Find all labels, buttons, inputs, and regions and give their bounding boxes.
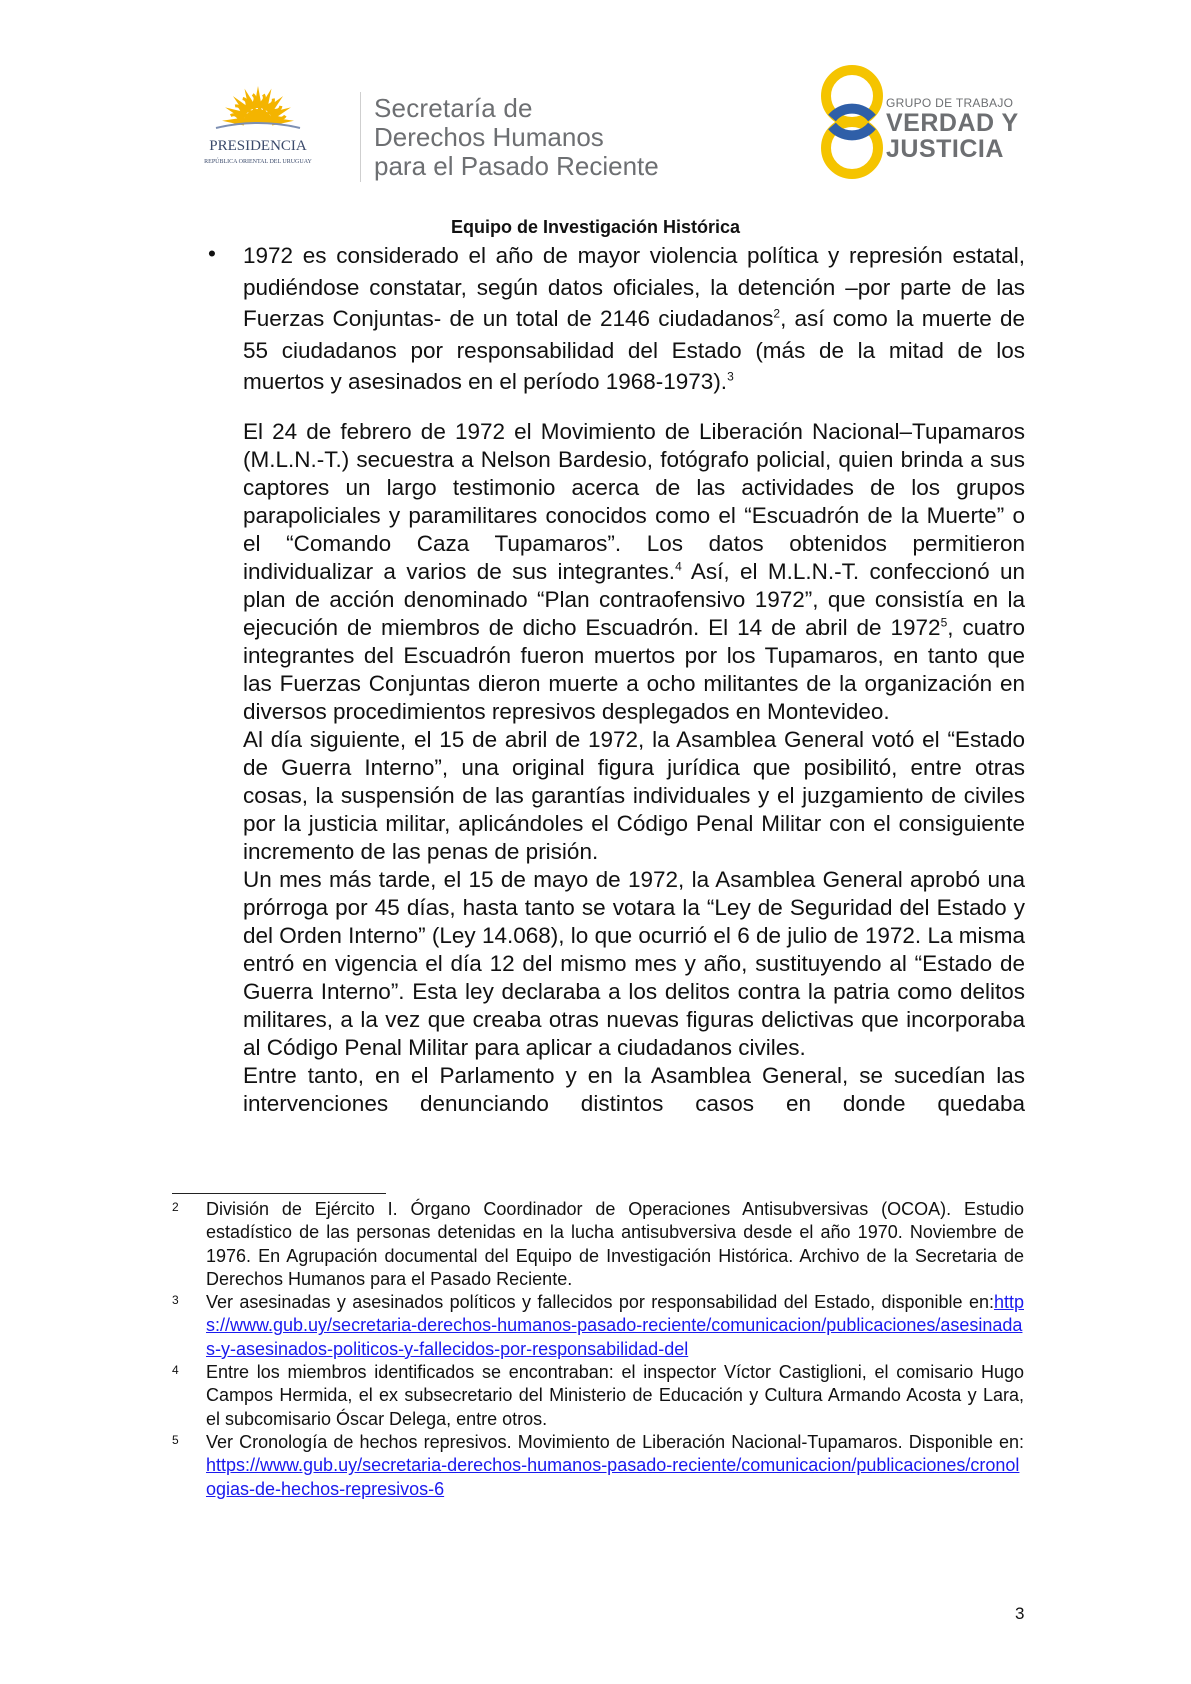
paragraph-1: El 24 de febrero de 1972 el Movimiento de Liberación Nacional–Tupamaros (M.L.N.-T.) secuestra a Nelson Bardesio, fotógrafo policial, quien brinda a sus captores un largo testimonio acerca de las actividades de los grupos parapoliciales y paramilitares conocidos como el “Escuadrón de la Muerte” o el “Comando Caza Tupamaros”. Los datos obtenidos permitieron individualizar a varios de sus integrantes.$^4$ Así, el M.L.N.-T. confeccionó un plan de acción denominado “Plan contraofensivo 1972”, que consistía en la ejecución de miembros de dicho Escuadrón. El 14 de abril de 1972$^5$, cuatro integrantes del Escuadrón fueron muertos por los Tupamaros, en tanto que las Fuerzas Conjuntas dieron muerte a ocho militantes de la organización en diversos procedimientos represivos desplegados en Montevideo. [243, 418, 1025, 724]
bullet-text: 1972 es considerado el año de mayor violencia política y represión estatal, pudiéndose constatar, según datos oficiales, la detención –por parte de las Fuerzas Conjuntas- de un total de 2146 ciudadanos$^2$, así como la muerte de 55 ciudadanos por responsabilidad del Estado (más de la mitad de los muertos y asesinados en el período 1968-1973).$^3$ [243, 243, 1026, 394]
footnote-number: 5 [172, 1432, 179, 1447]
secretaria-title [374, 94, 659, 181]
sun-emblem-icon [196, 84, 356, 194]
grupo-line-2: VERDAD Y [886, 109, 1019, 137]
footnote-text: Ver asesinadas y asesinados políticos y fallecidos por responsabilidad del Estado, disponible en: [206, 1292, 994, 1313]
footnote-5 [172, 1431, 1024, 1501]
footnote-number: 4 [172, 1363, 179, 1378]
paragraph-2: Al día siguiente, el 15 de abril de 1972, la Asamblea General votó el “Estado de Guerra Interno”, una original figura jurídica que posibilitó, entre otras cosas, la suspensión de las garantías individuales y el juzgamiento de civiles por la justicia militar, aplicándoles el Código Penal Militar con el consiguiente incremento de las penas de prisión. [243, 726, 1025, 864]
footnote-ref: 4 [675, 559, 682, 573]
grupo-line-1: GRUPO DE TRABAJO [886, 96, 1014, 110]
footnote-number: 2 [172, 1200, 179, 1214]
footnote-link[interactable]: https://www.gub.uy/secretaria-derechos-humanos-pasado-reciente/comunicacion/publicaciones/cronologias-de-hechos-represivos-6 [206, 1455, 1020, 1499]
footnote-text: División de Ejército I. Órgano Coordinador de Operaciones Antisubversivas (OCOA). Estudio estadístico de las personas detenidas en la lucha antisubversiva desde el año 1970. Noviembre de 1976. En Agrupación documental del Equipo de Investigación Histórica. Archivo de la Secretaria de Derechos Humanos para el Pasado Reciente. [206, 1199, 1024, 1289]
bullet-marker: • [208, 241, 216, 266]
secretaria-line-3: para el Pasado Reciente [374, 151, 659, 181]
header-divider [360, 92, 361, 182]
footnote-ref: 2 [773, 306, 781, 321]
footnote-2 [172, 1198, 1024, 1291]
bullet-paragraph [208, 240, 1026, 398]
main-body [208, 240, 1026, 1118]
grupo-line-3: JUSTICIA [886, 135, 1004, 163]
page-number: 3 [1015, 1604, 1025, 1623]
footnote-3 [172, 1291, 1024, 1361]
footnote-link[interactable]: https://www.gub.uy/secretaria-derechos-humanos-pasado-reciente/comunicacion/publicaciones/asesinadas-y-asesinados-politicos-y-fallecidos-por-responsabilidad-del [206, 1292, 1024, 1359]
presidencia-logo [196, 84, 356, 194]
footnote-text: Entre los miembros identificados se encontraban: el inspector Víctor Castiglioni, el comisario Hugo Campos Hermida, el ex subsecretario del Ministerio de Educación y Cultura Armando Acosta y Lara, el subcomisario Óscar Delega, entre otros. [206, 1362, 1024, 1429]
footnote-number: 3 [172, 1293, 179, 1308]
secretaria-line-1: Secretaría de [374, 93, 533, 123]
svg-text:REPÚBLICA ORIENTAL DEL URUGUAY: REPÚBLICA ORIENTAL DEL URUGUAY [204, 159, 312, 165]
paragraph-3: Un mes más tarde, el 15 de mayo de 1972, la Asamblea General aprobó una prórroga por 45 días, hasta tanto se votara la “Ley de Seguridad del Estado y del Orden Interno” (Ley 14.068), lo que ocurrió el 6 de julio de 1972. La misma entró en vigencia el día 12 del mismo mes y año, sustituyendo al “Estado de Guerra Interno”. Esta ley declaraba a los delitos contra la patria como delitos militares, a la vez que creaba otras nuevas figuras delictivas que incorporaba al Código Penal Militar para aplicar a ciudadanos civiles. [243, 866, 1025, 1060]
secretaria-line-2: Derechos Humanos [374, 122, 604, 152]
footnote-ref: 5 [940, 615, 948, 629]
footnote-separator [172, 1193, 386, 1194]
footnote-text: Ver Cronología de hechos represivos. Movimiento de Liberación Nacional-Tupamaros. Disponible en: [206, 1431, 1024, 1452]
verdad-justicia-text [886, 96, 1019, 162]
footnotes [172, 1198, 1024, 1501]
paragraph-4: Entre tanto, en el Parlamento y en la Asamblea General, se sucedían las intervenciones denunciando distintos casos en donde quedaba [243, 1062, 1025, 1116]
svg-text:PRESIDENCIA: PRESIDENCIA [209, 138, 307, 154]
footnote-4 [172, 1361, 1024, 1431]
team-title: Equipo de Investigación Histórica [450, 217, 741, 237]
footnote-ref: 3 [727, 369, 734, 384]
